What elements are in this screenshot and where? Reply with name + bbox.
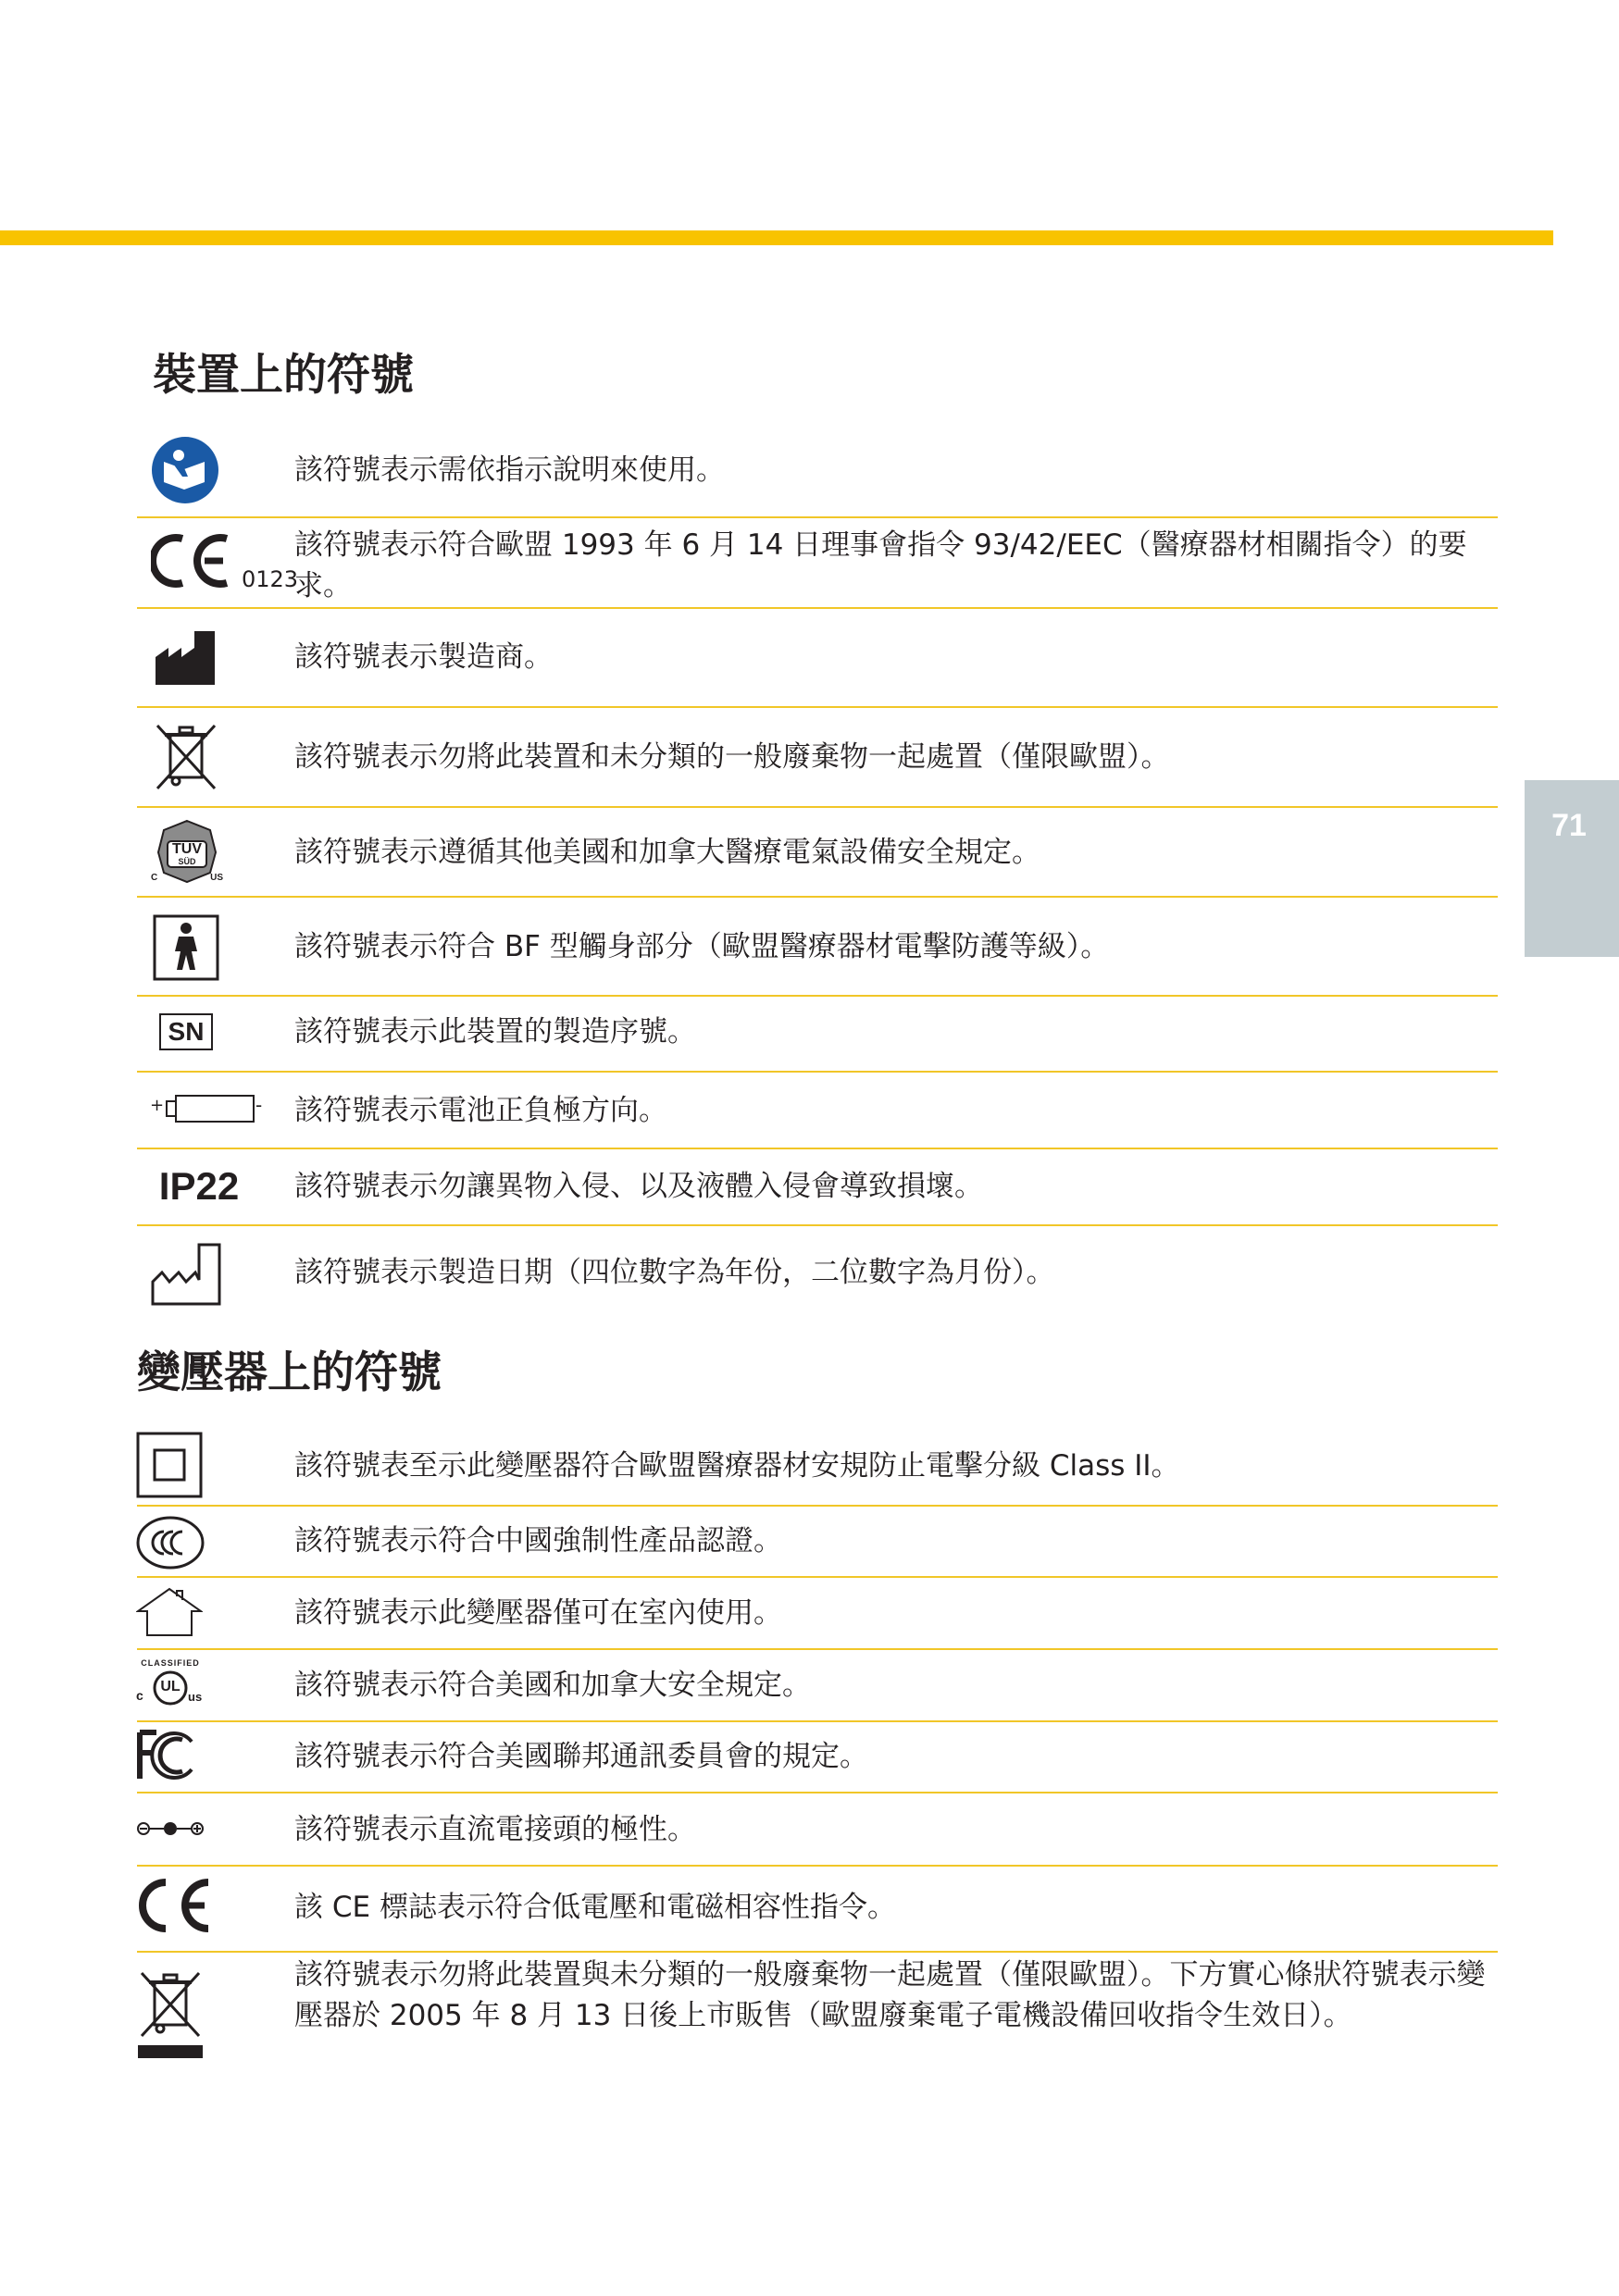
manufacture-date-icon bbox=[151, 1243, 221, 1306]
transformer-item-text: 該符號表示符合美國聯邦通訊委員會的規定。 bbox=[294, 1740, 868, 1773]
page-number: 71 bbox=[1551, 808, 1587, 843]
device-item-text: 該符號表示製造日期（四位數字為年份，二位數字為月份）。 bbox=[294, 1256, 1055, 1289]
row-divider bbox=[137, 706, 1498, 708]
ccc-icon bbox=[136, 1515, 205, 1570]
fcc-icon bbox=[136, 1729, 197, 1782]
ce-mark-icon bbox=[151, 533, 299, 598]
transformer-item-text: 該符號表至示此變壓器符合歐盟醫療器材安規防止電擊分級 Class II。 bbox=[294, 1449, 1180, 1483]
tuv-us-text: US bbox=[210, 873, 223, 883]
ul-us-text: us bbox=[188, 1690, 203, 1704]
transformer-item-text: 該符號表示直流電接頭的極性。 bbox=[294, 1813, 696, 1846]
tuv-c-text: C bbox=[151, 873, 158, 883]
row-divider bbox=[137, 896, 1498, 898]
row-divider bbox=[137, 516, 1498, 518]
manufacturer-icon bbox=[154, 629, 217, 687]
row-divider bbox=[137, 995, 1498, 997]
transformer-item-text: 該符號表示此變壓器僅可在室內使用。 bbox=[294, 1596, 782, 1630]
transformer-section-title: 變壓器上的符號 bbox=[137, 1347, 442, 1398]
ce-mark-icon bbox=[136, 1877, 214, 1934]
minus-sign: - bbox=[255, 1094, 263, 1116]
row-divider bbox=[137, 1792, 1498, 1793]
serial-number-icon bbox=[153, 1011, 219, 1052]
row-divider bbox=[137, 1865, 1498, 1867]
device-section-title: 裝置上的符號 bbox=[153, 350, 414, 401]
row-divider bbox=[137, 806, 1498, 808]
indoor-use-icon bbox=[136, 1587, 203, 1637]
ip22-label: IP22 bbox=[158, 1164, 240, 1208]
bf-type-icon bbox=[153, 914, 219, 981]
manual-icon bbox=[151, 436, 219, 504]
ul-classified-label: CLASSIFIED bbox=[141, 1658, 200, 1668]
row-divider bbox=[137, 1648, 1498, 1650]
serial-number-label: SN bbox=[159, 1013, 214, 1050]
ce-notified-body-number: 0123 bbox=[242, 566, 299, 592]
battery-polarity-icon bbox=[148, 1092, 267, 1125]
device-item-text: 該符號表示電池正負極方向。 bbox=[294, 1094, 667, 1127]
transformer-item-text: 該 CE 標誌表示符合低電壓和電磁相容性指令。 bbox=[294, 1891, 896, 1924]
top-accent-bar bbox=[0, 230, 1553, 245]
class-ii-icon bbox=[136, 1432, 203, 1498]
row-divider bbox=[137, 1576, 1498, 1578]
device-item-text: 該符號表示此裝置的製造序號。 bbox=[294, 1015, 696, 1049]
device-item-text: 該符號表示製造商。 bbox=[294, 640, 553, 674]
ul-classified-icon bbox=[134, 1658, 206, 1712]
ul-text: UL bbox=[160, 1679, 181, 1694]
device-item-text: 該符號表示遵循其他美國和加拿大醫療電氣設備安全規定。 bbox=[294, 836, 1040, 869]
ip22-icon bbox=[148, 1161, 250, 1211]
dc-polarity-icon bbox=[136, 1818, 205, 1839]
tuv-text: TÜV bbox=[172, 841, 202, 857]
device-item-text: 該符號表示勿讓異物入侵、以及液體入侵會導致損壞。 bbox=[294, 1170, 983, 1203]
device-item-text: 該符號表示符合 BF 型觸身部分（歐盟醫療器材電擊防護等級）。 bbox=[294, 930, 1110, 963]
row-divider bbox=[137, 1505, 1498, 1507]
sud-text: SÜD bbox=[178, 857, 196, 866]
tuv-sud-icon bbox=[151, 819, 223, 886]
row-divider bbox=[137, 1224, 1498, 1226]
row-divider bbox=[137, 1720, 1498, 1722]
transformer-item-text: 該符號表示符合美國和加拿大安全規定。 bbox=[294, 1669, 811, 1702]
device-item-text: 該符號表示符合歐盟 1993 年 6 月 14 日理事會指令 93/42/EEC（醫療器材相關指令）的要求。 bbox=[294, 528, 1467, 602]
row-divider bbox=[137, 1951, 1498, 1953]
page-number-tab bbox=[1525, 780, 1619, 957]
row-divider bbox=[137, 1071, 1498, 1073]
transformer-item-text: 該符號表示勿將此裝置與未分類的一般廢棄物一起處置（僅限歐盟）。下方實心條狀符號表示變壓器於 2005 年 8 月 13 日後上市販售（歐盟廢棄電子電機設備回收指令生效日）。 bbox=[294, 1958, 1486, 2032]
device-item-text: 該符號表示勿將此裝置和未分類的一般廢棄物一起處置（僅限歐盟）。 bbox=[294, 740, 1170, 774]
row-divider bbox=[137, 607, 1498, 609]
ul-c-text: c bbox=[136, 1688, 143, 1703]
weee-bin-icon bbox=[154, 722, 218, 792]
device-item-text: 該符號表示需依指示說明來使用。 bbox=[294, 453, 725, 487]
transformer-item-text: 該符號表示符合中國強制性產品認證。 bbox=[294, 1524, 782, 1558]
row-divider bbox=[137, 1148, 1498, 1149]
weee-bin-bar-icon bbox=[136, 1969, 205, 2062]
plus-sign: + bbox=[150, 1096, 165, 1115]
